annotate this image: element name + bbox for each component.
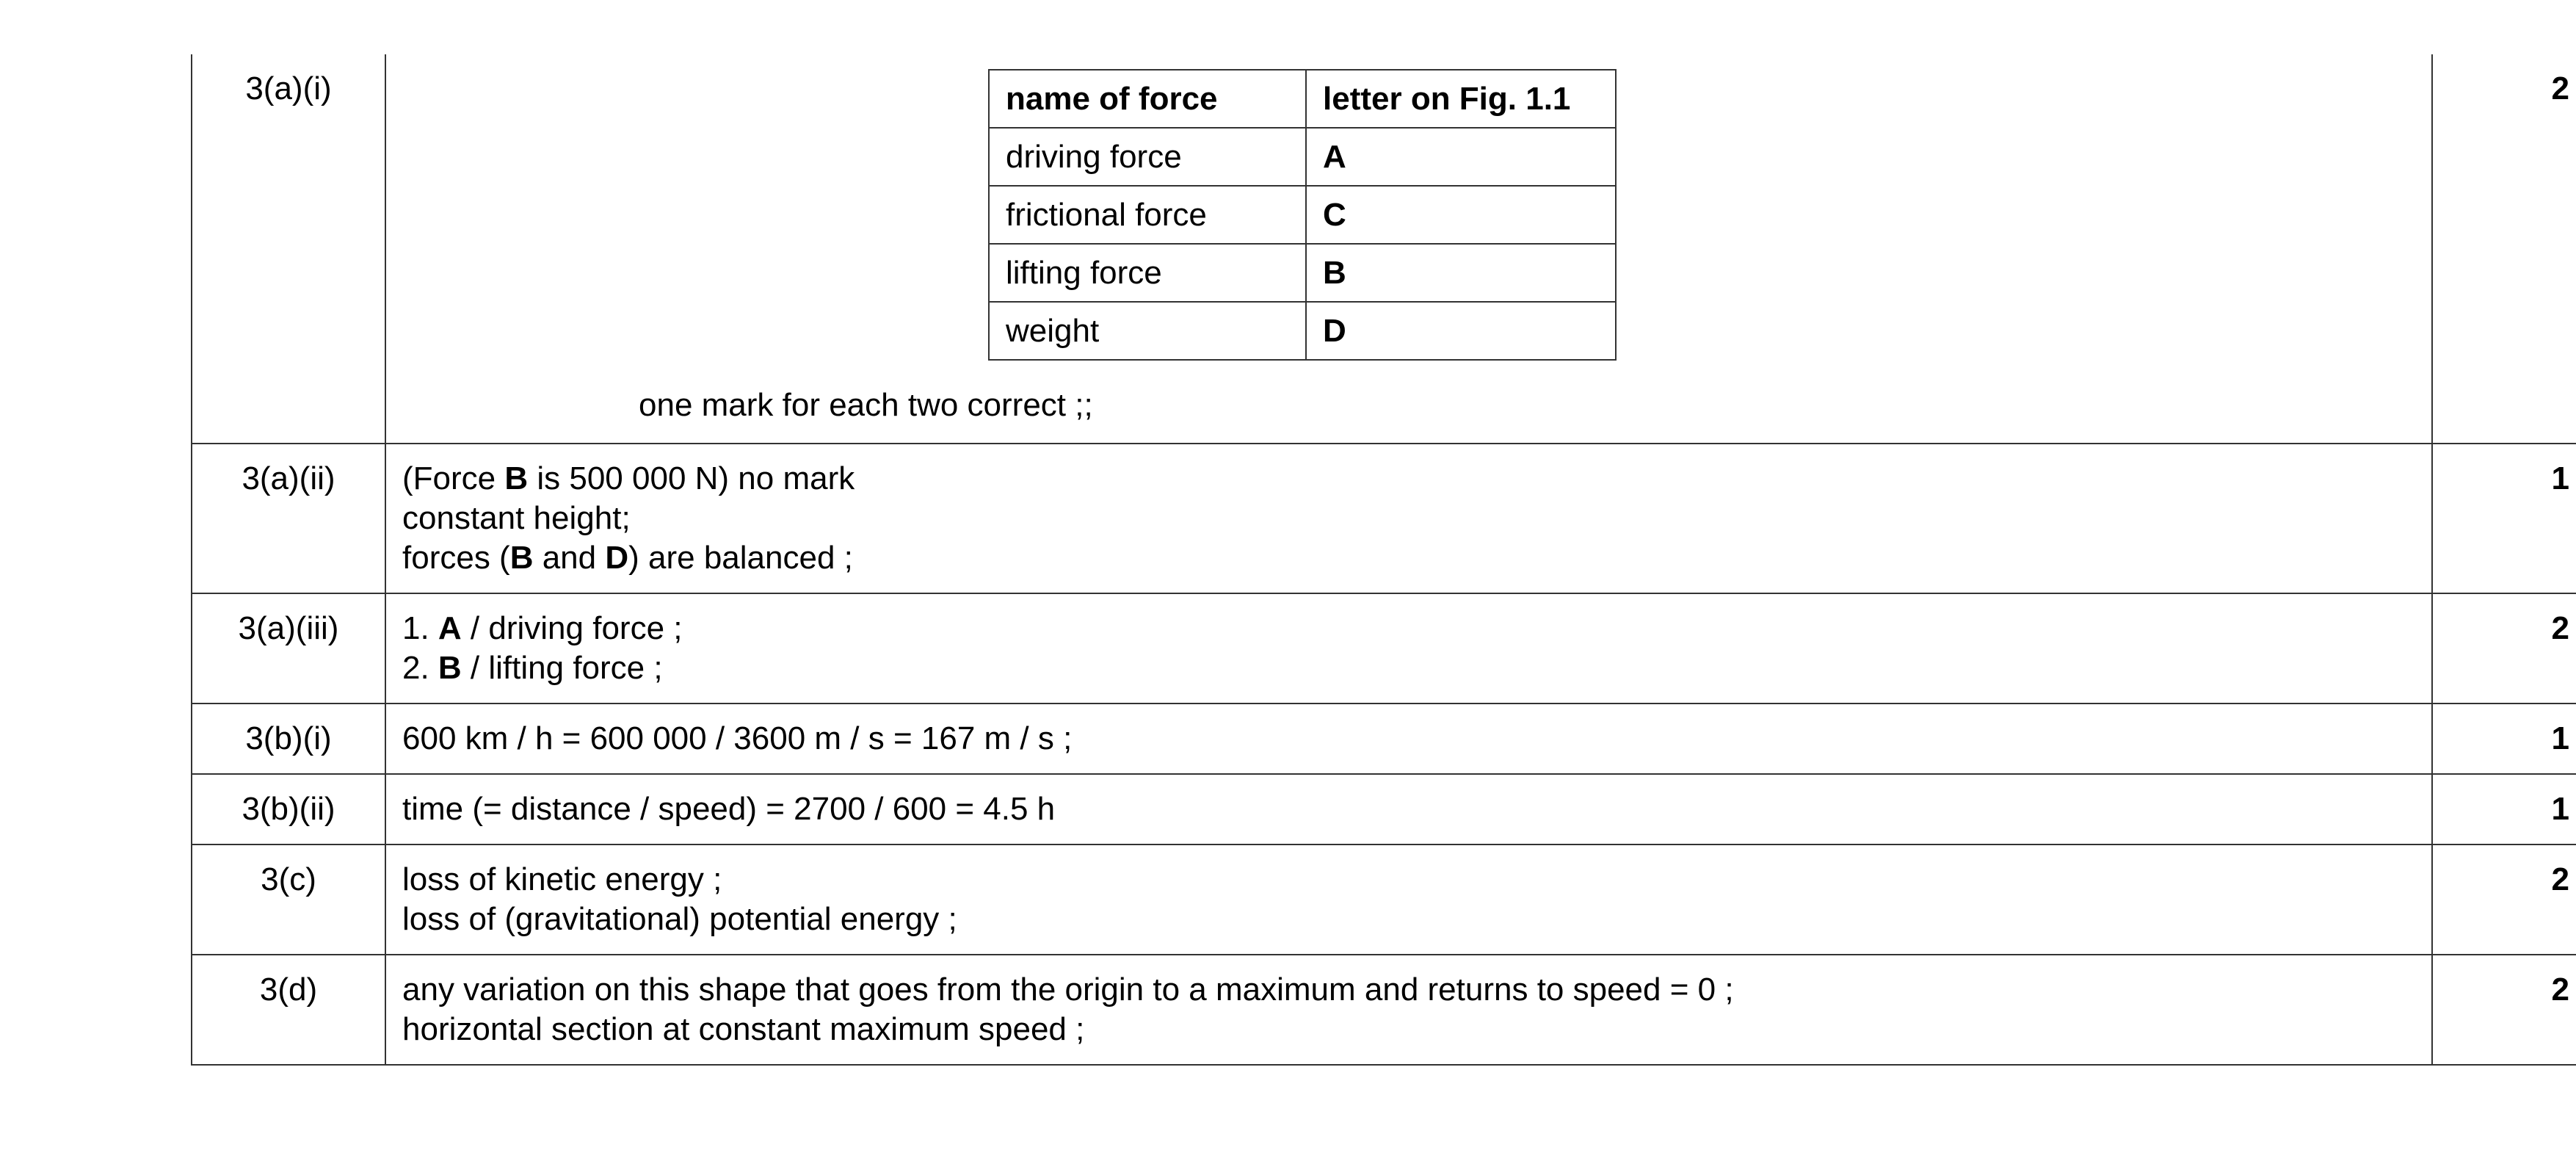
question-number: 3(a)(iii): [192, 593, 385, 704]
answer-text: is 500 000 N) no mark: [528, 460, 855, 496]
answer-bold-letter: B: [438, 650, 462, 686]
marks-value: 1: [2432, 704, 2576, 774]
table-row: [192, 444, 2576, 593]
force-table-row: [989, 302, 1616, 360]
answer-line: horizontal section at constant maximum speed ;: [402, 1011, 1085, 1047]
answer-text: 1.: [402, 610, 438, 646]
marks-value: 1: [2432, 444, 2576, 593]
marks-value: 2: [2432, 54, 2576, 444]
question-number: 3(d): [192, 955, 385, 1065]
answer-cell: [385, 704, 2432, 774]
answer-line: loss of kinetic energy ;: [402, 861, 722, 897]
answer-text: / lifting force ;: [461, 650, 663, 686]
force-name: weight: [989, 302, 1306, 360]
answer-line: [402, 538, 2415, 578]
force-letter: D: [1306, 302, 1616, 360]
force-table: [988, 69, 1617, 361]
answer-bold-letter: B: [504, 460, 529, 496]
force-table-header-row: [989, 70, 1616, 128]
table-row: [192, 955, 2576, 1065]
answer-line: [402, 459, 2415, 499]
answer-bold-letter: D: [605, 540, 629, 576]
force-name: driving force: [989, 128, 1306, 186]
answer-line: 600 km / h = 600 000 / 3600 m / s = 167 m / s ;: [402, 720, 1073, 756]
answer-cell: [385, 444, 2432, 593]
answer-cell: [385, 774, 2432, 844]
answer-cell: [385, 955, 2432, 1065]
force-table-header-letter: letter on Fig. 1.1: [1306, 70, 1616, 128]
force-table-row: [989, 244, 1616, 302]
answer-text: (Force: [402, 460, 505, 496]
force-table-wrapper: [402, 69, 2415, 361]
marks-value: 1: [2432, 774, 2576, 844]
mark-scheme-table: [191, 54, 2576, 1066]
answer-line: loss of (gravitational) potential energy ;: [402, 901, 957, 937]
answer-cell: [385, 844, 2432, 955]
answer-line: [402, 609, 2415, 648]
answer-bold-letter: B: [509, 540, 534, 576]
marks-value: 2: [2432, 844, 2576, 955]
answer-text: forces (: [402, 540, 510, 576]
force-name: frictional force: [989, 186, 1306, 244]
answer-cell: [385, 54, 2432, 444]
marks-value: 2: [2432, 955, 2576, 1065]
answer-cell: [385, 593, 2432, 704]
force-table-row: [989, 186, 1616, 244]
table-row: [192, 54, 2576, 444]
table-row: [192, 774, 2576, 844]
answer-line: any variation on this shape that goes from the origin to a maximum and returns to speed = 0 ;: [402, 972, 1734, 1008]
table-row: [192, 593, 2576, 704]
question-number: 3(a)(ii): [192, 444, 385, 593]
force-table-header-name: name of force: [989, 70, 1306, 128]
question-number: 3(a)(i): [192, 54, 385, 444]
question-number: 3(b)(i): [192, 704, 385, 774]
marking-note: one mark for each two correct ;;: [639, 387, 1093, 423]
answer-text: 2.: [402, 650, 438, 686]
force-table-row: [989, 128, 1616, 186]
force-letter: A: [1306, 128, 1616, 186]
marks-value: 2: [2432, 593, 2576, 704]
table-row: [192, 844, 2576, 955]
force-letter: C: [1306, 186, 1616, 244]
answer-line: constant height;: [402, 500, 631, 536]
answer-line: [402, 648, 2415, 688]
force-letter: B: [1306, 244, 1616, 302]
force-name: lifting force: [989, 244, 1306, 302]
table-row: [192, 704, 2576, 774]
answer-text: / driving force ;: [461, 610, 683, 646]
answer-text: ) are balanced ;: [628, 540, 853, 576]
question-number: 3(b)(ii): [192, 774, 385, 844]
answer-line: time (= distance / speed) = 2700 / 600 = 4.5 h: [402, 791, 1056, 827]
question-number: 3(c): [192, 844, 385, 955]
answer-text: and: [533, 540, 606, 576]
answer-bold-letter: A: [438, 610, 462, 646]
